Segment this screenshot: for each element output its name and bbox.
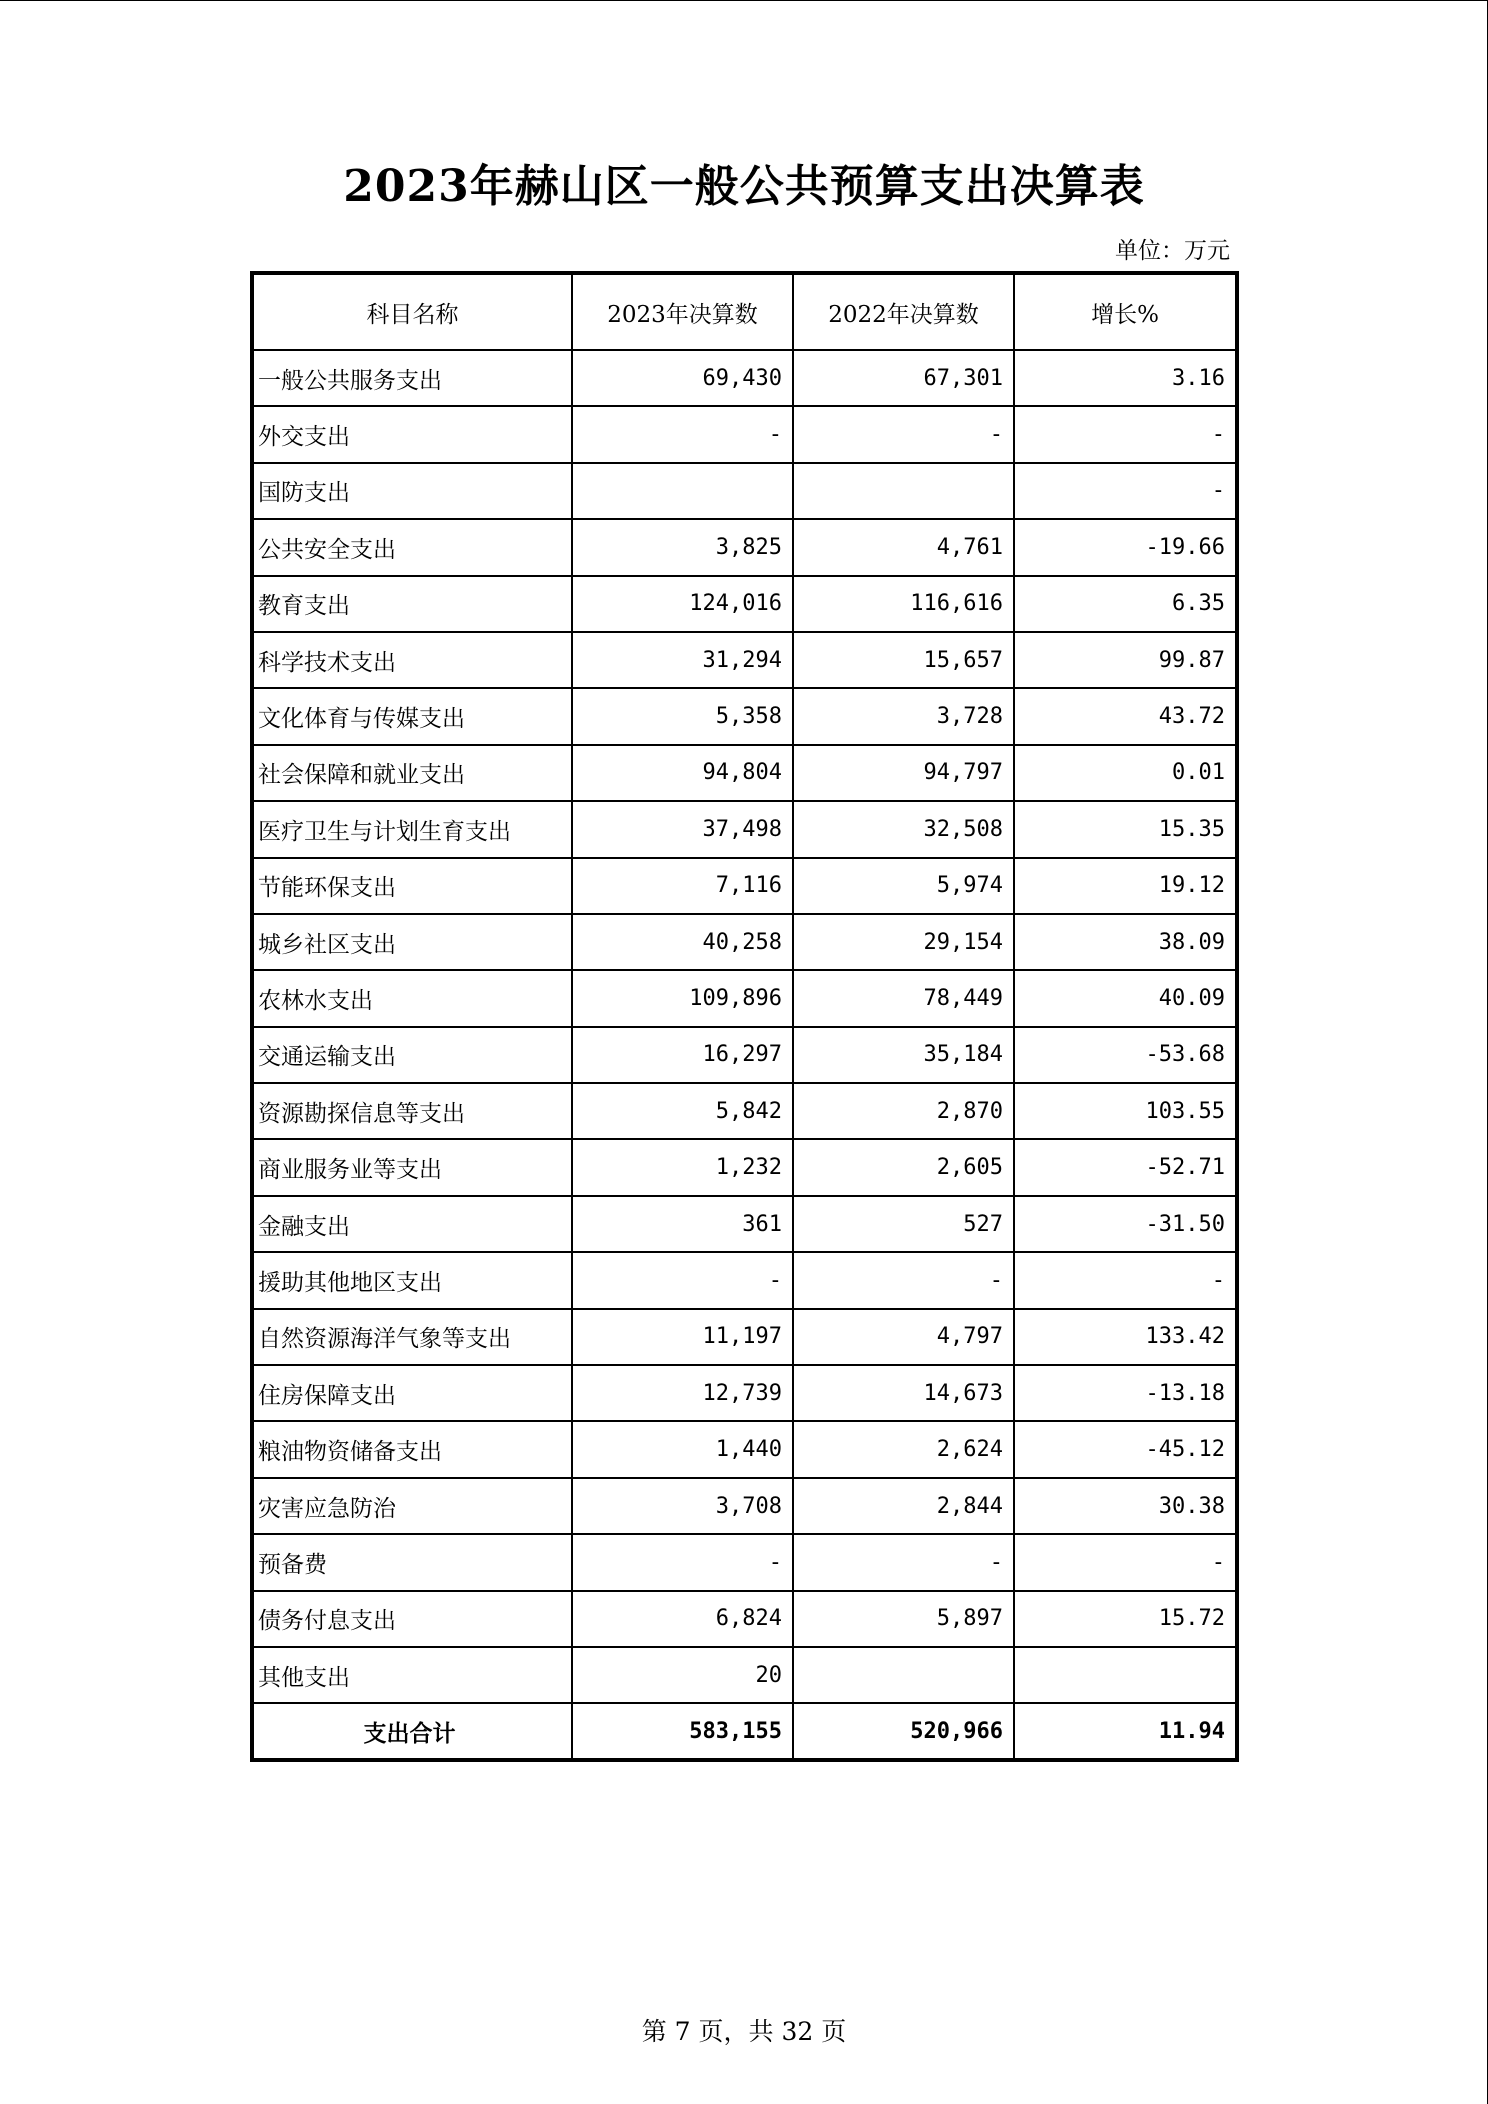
table-body — [252, 350, 1237, 1760]
cell-2023: 5,842 — [572, 1083, 793, 1139]
cell-2023: 69,430 — [572, 350, 793, 406]
cell-subject: 外交支出 — [252, 406, 572, 462]
header-2022: 2022年决算数 — [793, 273, 1014, 350]
cell-2022 — [793, 463, 1014, 519]
cell-2022: 32,508 — [793, 801, 1014, 857]
table-row — [252, 1252, 1237, 1308]
cell-2022: 2,624 — [793, 1421, 1014, 1477]
cell-growth: -13.18 — [1014, 1365, 1237, 1421]
cell-2022: 3,728 — [793, 688, 1014, 744]
table-row — [252, 1365, 1237, 1421]
header-2023: 2023年决算数 — [572, 273, 793, 350]
budget-table — [250, 271, 1239, 1762]
cell-subject: 国防支出 — [252, 463, 572, 519]
cell-subject: 其他支出 — [252, 1647, 572, 1703]
table-row — [252, 1534, 1237, 1590]
cell-2022: 67,301 — [793, 350, 1014, 406]
cell-subject: 城乡社区支出 — [252, 914, 572, 970]
cell-growth: 43.72 — [1014, 688, 1237, 744]
cell-growth: 133.42 — [1014, 1309, 1237, 1365]
total-2022: 520,966 — [793, 1703, 1014, 1759]
cell-growth: 0.01 — [1014, 745, 1237, 801]
cell-growth: - — [1014, 406, 1237, 462]
cell-subject: 文化体育与传媒支出 — [252, 688, 572, 744]
cell-2023: 31,294 — [572, 632, 793, 688]
cell-subject: 农林水支出 — [252, 970, 572, 1026]
cell-subject: 教育支出 — [252, 576, 572, 632]
table-total-row — [252, 1703, 1237, 1759]
cell-2022: 2,605 — [793, 1139, 1014, 1195]
cell-growth: -45.12 — [1014, 1421, 1237, 1477]
table-row — [252, 350, 1237, 406]
cell-growth: 99.87 — [1014, 632, 1237, 688]
cell-subject: 一般公共服务支出 — [252, 350, 572, 406]
cell-2022: - — [793, 1252, 1014, 1308]
table-row — [252, 1139, 1237, 1195]
cell-2022: 35,184 — [793, 1027, 1014, 1083]
cell-subject: 粮油物资储备支出 — [252, 1421, 572, 1477]
cell-2022: 94,797 — [793, 745, 1014, 801]
table-row — [252, 519, 1237, 575]
cell-growth: - — [1014, 1534, 1237, 1590]
cell-subject: 预备费 — [252, 1534, 572, 1590]
cell-subject: 住房保障支出 — [252, 1365, 572, 1421]
cell-growth: 15.35 — [1014, 801, 1237, 857]
page-border-top — [0, 0, 1488, 1]
cell-growth: -19.66 — [1014, 519, 1237, 575]
cell-2022: 29,154 — [793, 914, 1014, 970]
cell-2023: 361 — [572, 1196, 793, 1252]
cell-2022: 5,897 — [793, 1591, 1014, 1647]
cell-2023: 7,116 — [572, 858, 793, 914]
cell-2022: - — [793, 406, 1014, 462]
page-title: 2023年赫山区一般公共预算支出决算表 — [343, 161, 1145, 212]
cell-growth: 6.35 — [1014, 576, 1237, 632]
cell-growth: -31.50 — [1014, 1196, 1237, 1252]
cell-2022: 2,844 — [793, 1478, 1014, 1534]
cell-subject: 交通运输支出 — [252, 1027, 572, 1083]
table-row — [252, 745, 1237, 801]
cell-2023: 37,498 — [572, 801, 793, 857]
table-row — [252, 406, 1237, 462]
cell-2023: 11,197 — [572, 1309, 793, 1365]
unit-label: 单位：万元 — [1115, 238, 1230, 264]
cell-subject: 自然资源海洋气象等支出 — [252, 1309, 572, 1365]
cell-growth: 19.12 — [1014, 858, 1237, 914]
cell-growth: - — [1014, 463, 1237, 519]
cell-subject: 社会保障和就业支出 — [252, 745, 572, 801]
cell-subject: 债务付息支出 — [252, 1591, 572, 1647]
total-growth: 11.94 — [1014, 1703, 1237, 1759]
cell-growth: 38.09 — [1014, 914, 1237, 970]
table-row — [252, 1478, 1237, 1534]
cell-growth: 103.55 — [1014, 1083, 1237, 1139]
cell-2023: 12,739 — [572, 1365, 793, 1421]
cell-2023: - — [572, 406, 793, 462]
cell-2023: 94,804 — [572, 745, 793, 801]
table-row — [252, 858, 1237, 914]
cell-2023: - — [572, 1534, 793, 1590]
cell-subject: 资源勘探信息等支出 — [252, 1083, 572, 1139]
table-row — [252, 1591, 1237, 1647]
cell-2023: 1,232 — [572, 1139, 793, 1195]
cell-2023: 20 — [572, 1647, 793, 1703]
header-subject: 科目名称 — [252, 273, 572, 350]
cell-2023: 3,825 — [572, 519, 793, 575]
table-row — [252, 463, 1237, 519]
cell-2023: 124,016 — [572, 576, 793, 632]
cell-subject: 公共安全支出 — [252, 519, 572, 575]
total-label: 支出合计 — [252, 1703, 572, 1759]
table-row — [252, 970, 1237, 1026]
cell-subject: 医疗卫生与计划生育支出 — [252, 801, 572, 857]
table-row — [252, 1027, 1237, 1083]
table-row — [252, 1309, 1237, 1365]
table-header-row — [252, 273, 1237, 350]
cell-growth: 15.72 — [1014, 1591, 1237, 1647]
table-row — [252, 914, 1237, 970]
total-2023: 583,155 — [572, 1703, 793, 1759]
cell-2022 — [793, 1647, 1014, 1703]
cell-2022: 4,761 — [793, 519, 1014, 575]
cell-growth: 30.38 — [1014, 1478, 1237, 1534]
cell-growth — [1014, 1647, 1237, 1703]
cell-2022: 5,974 — [793, 858, 1014, 914]
table-row — [252, 1647, 1237, 1703]
cell-growth: -53.68 — [1014, 1027, 1237, 1083]
page-footer: 第 7 页，共 32 页 — [641, 2017, 847, 2046]
cell-2023: - — [572, 1252, 793, 1308]
cell-growth: 40.09 — [1014, 970, 1237, 1026]
cell-subject: 金融支出 — [252, 1196, 572, 1252]
cell-2022: 116,616 — [793, 576, 1014, 632]
cell-2023: 40,258 — [572, 914, 793, 970]
table-row — [252, 576, 1237, 632]
cell-2022: 2,870 — [793, 1083, 1014, 1139]
cell-2023: 16,297 — [572, 1027, 793, 1083]
table-row — [252, 1083, 1237, 1139]
cell-2022: 4,797 — [793, 1309, 1014, 1365]
table-row — [252, 801, 1237, 857]
cell-growth: 3.16 — [1014, 350, 1237, 406]
table-row — [252, 1196, 1237, 1252]
cell-2022: 14,673 — [793, 1365, 1014, 1421]
cell-2023 — [572, 463, 793, 519]
cell-subject: 节能环保支出 — [252, 858, 572, 914]
cell-2023: 5,358 — [572, 688, 793, 744]
cell-2022: 15,657 — [793, 632, 1014, 688]
cell-subject: 商业服务业等支出 — [252, 1139, 572, 1195]
cell-2022: 527 — [793, 1196, 1014, 1252]
cell-growth: -52.71 — [1014, 1139, 1237, 1195]
table-row — [252, 1421, 1237, 1477]
cell-growth: - — [1014, 1252, 1237, 1308]
header-growth: 增长% — [1014, 273, 1237, 350]
cell-2023: 1,440 — [572, 1421, 793, 1477]
cell-subject: 援助其他地区支出 — [252, 1252, 572, 1308]
cell-subject: 科学技术支出 — [252, 632, 572, 688]
cell-2023: 109,896 — [572, 970, 793, 1026]
cell-subject: 灾害应急防治 — [252, 1478, 572, 1534]
cell-2023: 6,824 — [572, 1591, 793, 1647]
table-row — [252, 632, 1237, 688]
table-row — [252, 688, 1237, 744]
cell-2022: 78,449 — [793, 970, 1014, 1026]
cell-2023: 3,708 — [572, 1478, 793, 1534]
cell-2022: - — [793, 1534, 1014, 1590]
